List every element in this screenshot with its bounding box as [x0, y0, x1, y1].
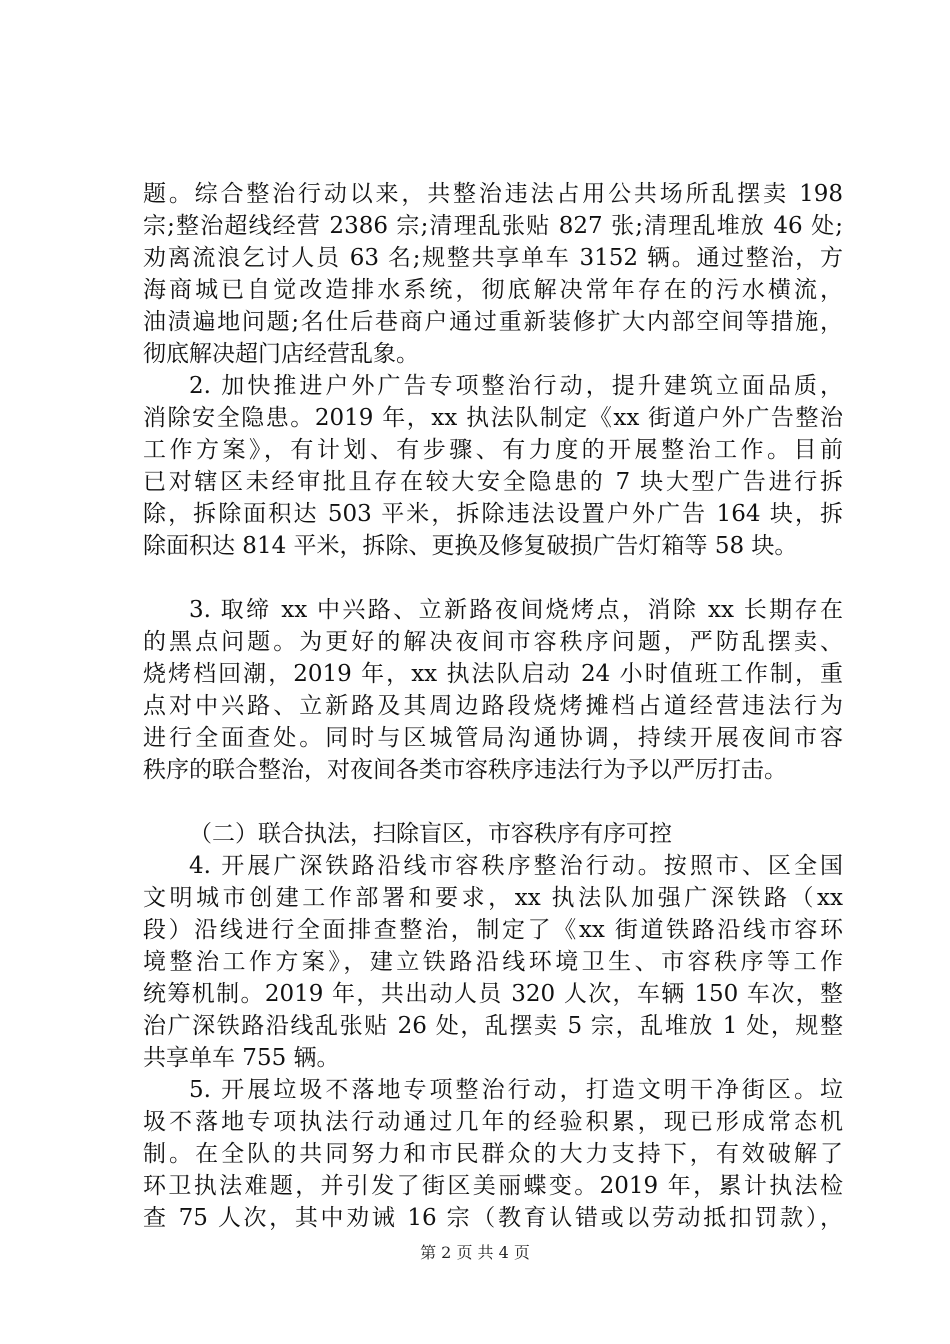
- text-line: 查 75 人次，其中劝诫 16 宗（教育认错或以劳动抵扣罚款），: [143, 1205, 843, 1231]
- paragraph: [143, 594, 843, 786]
- text-line: 统筹机制。2019 年，共出动人员 320 人次，车辆 150 车次，整: [143, 981, 843, 1007]
- text-line: 圾不落地专项执法行动通过几年的经验积累，现已形成常态机: [143, 1109, 843, 1135]
- text-line: 治广深铁路沿线乱张贴 26 处，乱摆卖 5 宗，乱堆放 1 处，规整: [143, 1013, 843, 1039]
- paragraph: [143, 1074, 843, 1234]
- page-number-label: 第 2 页 共 4 页: [420, 1243, 530, 1262]
- text-line: 彻底解决超门店经营乱象。: [143, 341, 419, 367]
- text-line: 进行全面查处。同时与区城管局沟通协调，持续开展夜间市容: [143, 725, 843, 751]
- text-line: 工作方案》，有计划、有步骤、有力度的开展整治工作。目前: [143, 437, 843, 463]
- text-line: 秩序的联合整治，对夜间各类市容秩序违法行为予以严厉打击。: [143, 757, 787, 783]
- text-line: 已对辖区未经审批且存在较大安全隐患的 7 块大型广告进行拆: [143, 469, 843, 495]
- text-line: 的黑点问题。为更好的解决夜间市容秩序问题，严防乱摆卖、: [143, 629, 843, 655]
- text-line: 2. 加快推进户外广告专项整治行动，提升建筑立面品质，: [189, 373, 843, 399]
- paragraph-spacer: [143, 786, 843, 818]
- text-line: 海商城已自觉改造排水系统，彻底解决常年存在的污水横流，: [143, 277, 843, 303]
- text-line: 环卫执法难题，并引发了街区美丽蝶变。2019 年，累计执法检: [143, 1173, 843, 1199]
- text-line: 共享单车 755 辆。: [143, 1045, 340, 1071]
- text-line: 段）沿线进行全面排查整治，制定了《xx 街道铁路沿线市容环: [143, 917, 843, 943]
- paragraph: [143, 370, 843, 562]
- text-line: 制。在全队的共同努力和市民群众的大力支持下，有效破解了: [143, 1141, 843, 1167]
- text-line: 劝离流浪乞讨人员 63 名;规整共享单车 3152 辆。通过整治，方: [143, 245, 843, 271]
- text-line: 境整治工作方案》，建立铁路沿线环境卫生、市容秩序等工作: [143, 949, 843, 975]
- text-line: 宗;整治超线经营 2386 宗;清理乱张贴 827 张;清理乱堆放 46 处;: [143, 213, 843, 239]
- text-line: 消除安全隐患。2019 年，xx 执法队制定《xx 街道户外广告整治: [143, 405, 843, 431]
- section-heading: [143, 818, 843, 850]
- text-line: 点对中兴路、立新路及其周边路段烧烤摊档占道经营违法行为: [143, 693, 843, 719]
- paragraph-spacer: [143, 562, 843, 594]
- text-line: 除面积达 814 平米，拆除、更换及修复破损广告灯箱等 58 块。: [143, 533, 798, 559]
- text-line: 油渍遍地问题;名仕后巷商户通过重新装修扩大内部空间等措施，: [143, 309, 843, 335]
- text-line: 4. 开展广深铁路沿线市容秩序整治行动。按照市、区全国: [189, 853, 843, 879]
- paragraph: [143, 178, 843, 370]
- document-body: [143, 178, 843, 1234]
- text-line: 3. 取缔 xx 中兴路、立新路夜间烧烤点，消除 xx 长期存在: [189, 597, 843, 623]
- paragraph: [143, 850, 843, 1074]
- text-line: 除，拆除面积达 503 平米，拆除违法设置户外广告 164 块，拆: [143, 501, 843, 527]
- text-line: 烧烤档回潮，2019 年，xx 执法队启动 24 小时值班工作制，重: [143, 661, 843, 687]
- text-line: 文明城市创建工作部署和要求，xx 执法队加强广深铁路（xx: [143, 885, 843, 911]
- text-line: 5. 开展垃圾不落地专项整治行动，打造文明干净街区。垃: [189, 1077, 843, 1103]
- section-heading-text: （二）联合执法，扫除盲区，市容秩序有序可控: [189, 821, 672, 847]
- page-footer: [0, 1243, 950, 1263]
- text-line: 题。综合整治行动以来，共整治违法占用公共场所乱摆卖 198: [143, 181, 843, 207]
